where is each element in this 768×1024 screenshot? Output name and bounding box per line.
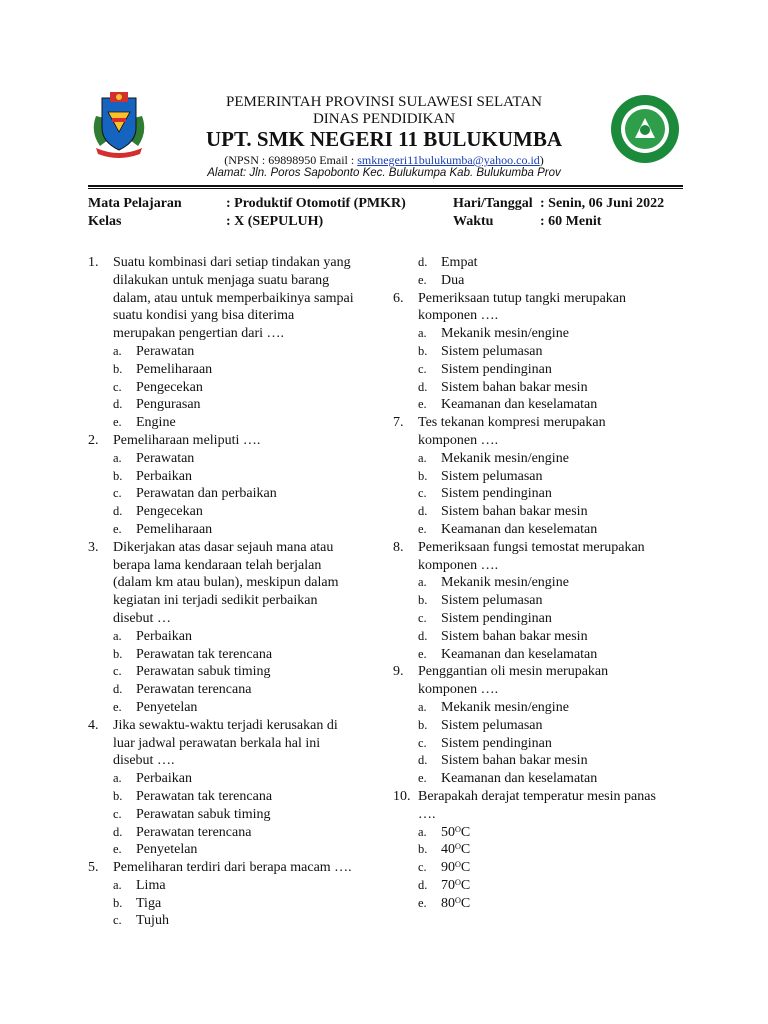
- option-text: 90ᴼC: [441, 860, 471, 876]
- option-letter: e.: [418, 397, 427, 412]
- question-line: berapa lama kendaraan telah berjalan: [113, 557, 322, 573]
- answer-option: [393, 841, 693, 859]
- email-link[interactable]: smknegeri11bulukumba@yahoo.co.id: [357, 153, 540, 167]
- option-text: Perawatan dan perbaikan: [136, 486, 277, 502]
- option-letter: a.: [418, 450, 427, 465]
- question-10: [393, 788, 693, 824]
- time-value: : 60 Menit: [540, 214, 602, 229]
- option-letter: d.: [113, 504, 123, 519]
- option-text: Perbaikan: [136, 771, 192, 787]
- answer-option: [393, 735, 693, 753]
- option-text: Penyetelan: [136, 699, 198, 715]
- question-text: [113, 539, 388, 628]
- answer-option: [393, 699, 693, 717]
- question-number: 2.: [88, 432, 99, 448]
- option-letter: b.: [113, 788, 123, 803]
- option-text: Sistem pelumasan: [441, 717, 543, 733]
- answer-option: [88, 663, 388, 681]
- option-text: 40ᴼC: [441, 842, 471, 858]
- question-line: dalam, atau untuk memperbaikinya sampai: [113, 290, 354, 306]
- date-label: Hari/Tanggal: [453, 196, 533, 211]
- question-4: [88, 717, 388, 770]
- option-text: Pengecekan: [136, 379, 203, 395]
- answer-option: [393, 752, 693, 770]
- answer-option: [393, 325, 693, 343]
- option-text: Perawatan terencana: [136, 824, 252, 840]
- question-text: [418, 788, 693, 824]
- option-letter: c.: [418, 610, 427, 625]
- answer-option: [88, 450, 388, 468]
- option-letter: e.: [113, 415, 122, 430]
- option-letter: e.: [113, 699, 122, 714]
- answer-option: [88, 343, 388, 361]
- option-letter: b.: [418, 717, 428, 732]
- option-letter: d.: [113, 824, 123, 839]
- answer-option: [393, 859, 693, 877]
- option-text: 50ᴼC: [441, 824, 471, 840]
- option-letter: d.: [113, 682, 123, 697]
- answer-option: [393, 628, 693, 646]
- question-line: komponen ….: [418, 682, 499, 698]
- question-line: (dalam km atau bulan), meskipun dalam: [113, 575, 339, 591]
- answer-option: [393, 770, 693, 788]
- question-6: [393, 290, 693, 326]
- option-text: Mekanik mesin/engine: [441, 575, 569, 591]
- option-letter: e.: [113, 521, 122, 536]
- question-number: 1.: [88, 255, 99, 270]
- option-text: Keamanan dan keselematan: [441, 521, 598, 537]
- option-text: Perbaikan: [136, 628, 192, 644]
- answer-option: [88, 770, 388, 788]
- answer-option: [88, 788, 388, 806]
- option-text: Sistem bahan bakar mesin: [441, 753, 588, 769]
- option-text: Sistem pendinginan: [441, 610, 552, 626]
- option-letter: c.: [113, 806, 122, 821]
- answer-option: [88, 895, 388, 913]
- option-letter: d.: [113, 397, 123, 412]
- question-line: komponen ….: [418, 432, 499, 448]
- option-letter: a.: [418, 824, 427, 839]
- option-text: Sistem pendinginan: [441, 486, 552, 502]
- subject-value: : Produktif Otomotif (PMKR): [226, 196, 406, 211]
- class-value: : X (SEPULUH): [226, 214, 324, 229]
- question-line: disebut ….: [113, 753, 175, 769]
- question-text: [113, 254, 388, 343]
- option-letter: d.: [418, 628, 428, 643]
- option-letter: e.: [418, 895, 427, 910]
- question-text: [418, 539, 693, 575]
- answer-option: [393, 895, 693, 913]
- question-text: [418, 663, 693, 699]
- option-letter: b.: [418, 842, 428, 857]
- option-text: Sistem pendinginan: [441, 361, 552, 377]
- class-label: Kelas: [88, 214, 122, 229]
- option-letter: b.: [113, 361, 123, 376]
- answer-option: [88, 806, 388, 824]
- question-number: 4.: [88, 717, 99, 733]
- option-text: Perawatan sabuk timing: [136, 806, 271, 822]
- option-letter: b.: [113, 468, 123, 483]
- question-line: kegiatan ini terjadi sedikit perbaikan: [113, 593, 318, 609]
- npsn-close: ): [539, 153, 544, 167]
- question-line: Dikerjakan atas dasar sejauh mana atau: [113, 539, 334, 555]
- option-letter: a.: [418, 326, 427, 341]
- option-letter: a.: [113, 771, 122, 786]
- option-text: Tujuh: [136, 913, 169, 929]
- option-letter: e.: [418, 771, 427, 786]
- answer-option: [393, 610, 693, 628]
- option-text: 70ᴼC: [441, 877, 471, 893]
- option-letter: a.: [113, 343, 122, 358]
- questions-left-column: [88, 254, 388, 930]
- option-letter: d.: [418, 379, 428, 394]
- option-letter: b.: [418, 593, 428, 608]
- option-text: Sistem bahan bakar mesin: [441, 504, 588, 520]
- answer-option: [88, 877, 388, 895]
- question-line: komponen ….: [418, 557, 499, 573]
- option-letter: a.: [113, 628, 122, 643]
- question-line: Pemeriksaan tutup tangki merupakan: [418, 290, 626, 306]
- subject-label: Mata Pelajaran: [88, 196, 182, 211]
- question-number: 7.: [393, 415, 404, 431]
- answer-option: [393, 468, 693, 486]
- answer-option: [88, 361, 388, 379]
- answer-option: [88, 646, 388, 664]
- answer-option: [88, 681, 388, 699]
- option-letter: d.: [418, 753, 428, 768]
- answer-option: [393, 343, 693, 361]
- letterhead-line1: PEMERINTAH PROVINSI SULAWESI SELATAN: [226, 94, 542, 110]
- option-letter: a.: [113, 450, 122, 465]
- option-text: Penyetelan: [136, 842, 198, 858]
- question-7: [393, 414, 693, 450]
- option-text: Sistem bahan bakar mesin: [441, 379, 588, 395]
- question-number: 9.: [393, 664, 404, 680]
- option-text: Sistem pendinginan: [441, 735, 552, 751]
- letterhead: [0, 0, 768, 190]
- question-line: Suatu kombinasi dari setiap tindakan yang: [113, 255, 351, 270]
- answer-option: [393, 877, 693, 895]
- question-number: 6.: [393, 290, 404, 306]
- option-letter: b.: [113, 895, 123, 910]
- npsn-text: (NPSN : 69898950 Email :: [224, 153, 358, 167]
- question-line: ….: [418, 806, 436, 822]
- option-letter: a.: [418, 575, 427, 590]
- option-text: Pemeliharaan: [136, 521, 213, 537]
- answer-option: [393, 521, 693, 539]
- answer-option: [393, 824, 693, 842]
- option-text: Engine: [136, 415, 176, 431]
- question-line: Penggantian oli mesin merupakan: [418, 664, 609, 680]
- answer-option: [393, 272, 693, 290]
- option-text: Keamanan dan keselamatan: [441, 646, 598, 662]
- option-letter: a.: [113, 877, 122, 892]
- option-letter: a.: [418, 699, 427, 714]
- questions-right-column: [393, 254, 693, 912]
- answer-option: [393, 646, 693, 664]
- option-text: Mekanik mesin/engine: [441, 699, 569, 715]
- question-line: merupakan pengertian dari ….: [113, 326, 285, 342]
- option-text: Perawatan tak terencana: [136, 788, 273, 804]
- option-text: Perawatan tak terencana: [136, 646, 273, 662]
- question-line: Pemeriksaan fungsi temostat merupakan: [418, 539, 645, 555]
- option-text: Pemeliharaan: [136, 361, 213, 377]
- time-label: Waktu: [453, 214, 494, 229]
- option-letter: e.: [418, 521, 427, 536]
- date-value: : Senin, 06 Juni 2022: [540, 196, 665, 211]
- option-letter: c.: [113, 664, 122, 679]
- question-8: [393, 539, 693, 575]
- option-letter: d.: [418, 877, 428, 892]
- option-text: Mekanik mesin/engine: [441, 326, 569, 342]
- option-text: Sistem bahan bakar mesin: [441, 628, 588, 644]
- answer-option: [88, 485, 388, 503]
- option-letter: e.: [418, 646, 427, 661]
- question-line: disebut …: [113, 610, 171, 626]
- option-text: 80ᴼC: [441, 895, 471, 911]
- question-line: Pemeliharan terdiri dari berapa macam ….: [113, 860, 352, 876]
- question-line: dilakukan untuk menjaga suatu barang: [113, 272, 330, 288]
- option-text: Keamanan dan keselamatan: [441, 397, 598, 413]
- option-letter: e.: [113, 842, 122, 857]
- answer-option: [88, 379, 388, 397]
- question-line: luar jadwal perawatan berkala hal ini: [113, 735, 321, 751]
- option-letter: b.: [113, 646, 123, 661]
- answer-option: [88, 912, 388, 930]
- address-line: Alamat: Jln. Poros Sapobonto Kec. Bulukumpa Kab. Bulukumba Prov: [207, 167, 561, 179]
- answer-option: [393, 254, 693, 272]
- option-letter: c.: [418, 735, 427, 750]
- question-line: Jika sewaktu-waktu terjadi kerusakan di: [113, 717, 338, 733]
- answer-option: [88, 699, 388, 717]
- option-text: Sistem pelumasan: [441, 343, 543, 359]
- question-line: Tes tekanan kompresi merupakan: [418, 415, 606, 431]
- answer-option: [88, 468, 388, 486]
- option-letter: b.: [418, 468, 428, 483]
- npsn-email-line: [0, 153, 768, 168]
- letterhead-divider-thin: [88, 188, 683, 189]
- question-line: komponen ….: [418, 308, 499, 324]
- answer-option: [88, 396, 388, 414]
- answer-option: [88, 824, 388, 842]
- question-text: [113, 859, 388, 877]
- answer-option: [88, 503, 388, 521]
- option-letter: d.: [418, 255, 428, 269]
- option-text: Dua: [441, 272, 465, 288]
- option-letter: c.: [418, 486, 427, 501]
- answer-option: [393, 574, 693, 592]
- question-1: [88, 254, 388, 343]
- option-text: Pengurasan: [136, 397, 201, 413]
- option-text: Pengecekan: [136, 504, 203, 520]
- answer-option: [393, 592, 693, 610]
- answer-option: [393, 503, 693, 521]
- option-letter: c.: [418, 361, 427, 376]
- answer-option: [393, 717, 693, 735]
- answer-option: [88, 414, 388, 432]
- option-letter: c.: [113, 379, 122, 394]
- question-2: [88, 432, 388, 450]
- question-number: 5.: [88, 860, 99, 876]
- question-number: 10.: [393, 788, 411, 804]
- option-letter: c.: [113, 913, 122, 928]
- option-text: Empat: [441, 255, 478, 270]
- option-letter: b.: [418, 343, 428, 358]
- question-line: Berapakah derajat temperatur mesin panas: [418, 788, 656, 804]
- option-text: Perawatan terencana: [136, 682, 252, 698]
- option-text: Perawatan sabuk timing: [136, 664, 271, 680]
- option-letter: c.: [113, 486, 122, 501]
- answer-option: [393, 379, 693, 397]
- question-number: 8.: [393, 539, 404, 555]
- option-text: Lima: [136, 877, 166, 893]
- answer-option: [393, 450, 693, 468]
- option-text: Sistem pelumasan: [441, 593, 543, 609]
- question-line: Pemeliharaan meliputi ….: [113, 432, 261, 448]
- answer-option: [88, 841, 388, 859]
- answer-option: [393, 396, 693, 414]
- question-text: [113, 432, 388, 450]
- answer-option: [88, 628, 388, 646]
- option-text: Perbaikan: [136, 468, 192, 484]
- option-text: Perawatan: [136, 343, 195, 359]
- option-letter: d.: [418, 504, 428, 519]
- question-text: [418, 290, 693, 326]
- question-line: suatu kondisi yang bisa diterima: [113, 308, 295, 324]
- question-5: [88, 859, 388, 877]
- option-text: Keamanan dan keselamatan: [441, 771, 598, 787]
- option-letter: e.: [418, 272, 427, 287]
- option-text: Tiga: [136, 895, 162, 911]
- option-letter: c.: [418, 860, 427, 875]
- option-text: Sistem pelumasan: [441, 468, 543, 484]
- answer-option: [88, 521, 388, 539]
- answer-option: [393, 485, 693, 503]
- option-text: Perawatan: [136, 450, 195, 466]
- school-name: UPT. SMK NEGERI 11 BULUKUMBA: [205, 127, 563, 151]
- answer-option: [393, 361, 693, 379]
- option-text: Mekanik mesin/engine: [441, 450, 569, 466]
- letterhead-divider: [88, 185, 683, 187]
- question-text: [113, 717, 388, 770]
- question-3: [88, 539, 388, 628]
- question-text: [418, 414, 693, 450]
- question-number: 3.: [88, 539, 99, 555]
- question-9: [393, 663, 693, 699]
- letterhead-line2: DINAS PENDIDIKAN: [312, 111, 456, 127]
